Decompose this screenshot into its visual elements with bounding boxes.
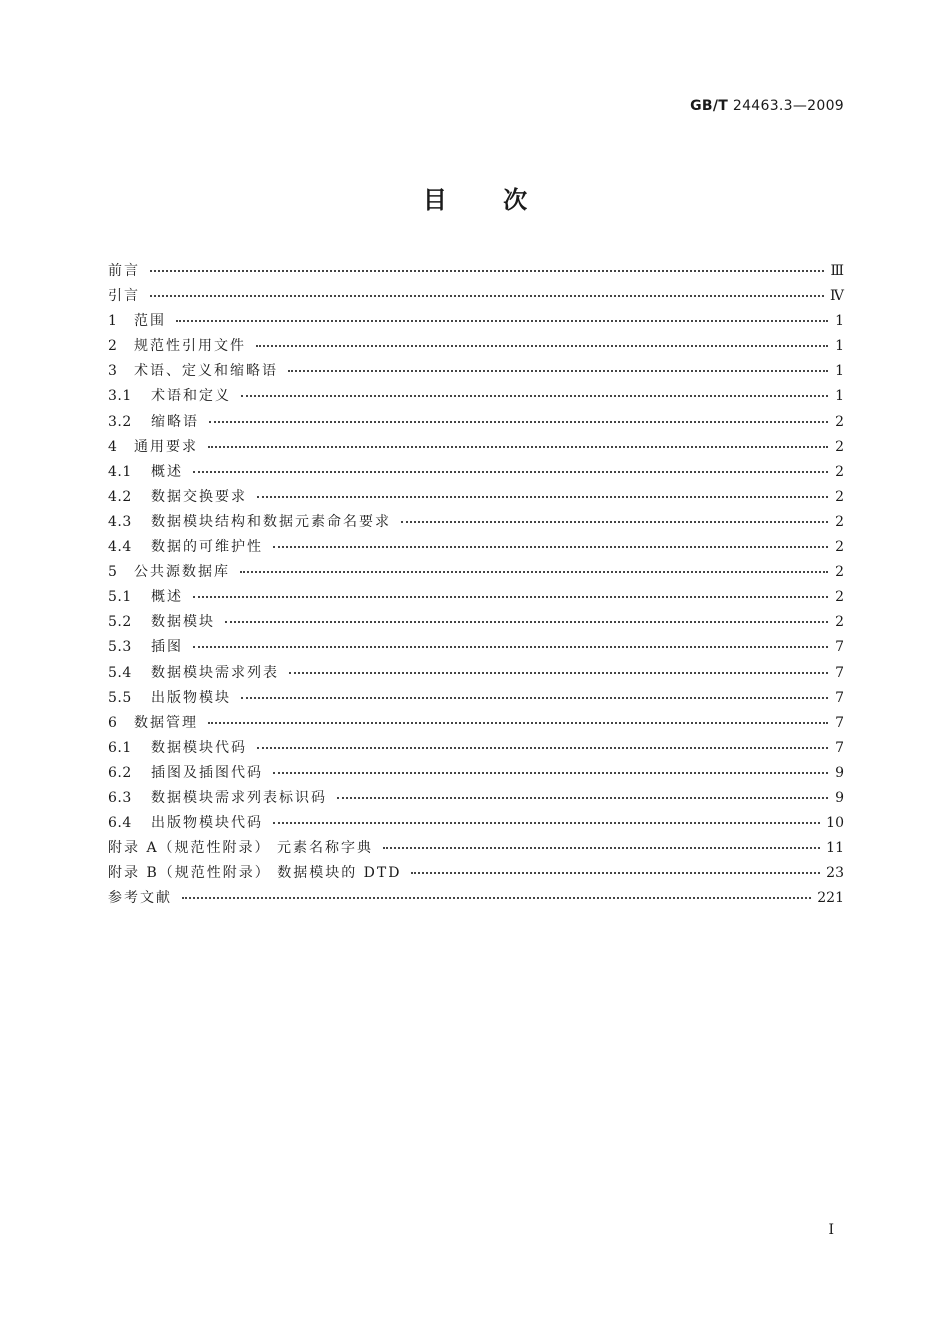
toc-entry-number: 3 [108, 363, 118, 380]
toc-dot-leader [209, 407, 828, 423]
toc-entry-label: 数据管理 [134, 714, 198, 731]
toc-entry-page: 7 [835, 714, 844, 731]
toc-entry-label: 范围 [134, 313, 166, 330]
toc-dot-leader [193, 632, 828, 648]
toc-dot-leader [150, 281, 824, 297]
toc-entry-number: 4.4 [108, 539, 132, 556]
toc-entry-page: 23 [826, 865, 844, 882]
toc-dot-leader [208, 432, 828, 448]
standard-number [690, 98, 844, 114]
toc-dot-leader [273, 758, 828, 774]
toc-entry-page: 7 [835, 689, 844, 706]
toc-entry-label: 数据模块 [151, 614, 215, 631]
toc-entry-label: 通用要求 [134, 438, 198, 455]
toc-entry-label: 数据模块代码 [151, 739, 247, 756]
toc-entry-page: 1 [835, 313, 844, 330]
toc-entry-label: 公共源数据库 [134, 564, 230, 581]
toc-entry-label: 插图 [151, 639, 183, 656]
toc-entry-number: 5.4 [108, 664, 132, 681]
toc-entry-number: 4.3 [108, 513, 132, 530]
toc-dot-leader [288, 356, 828, 372]
toc-entry-number: 5 [108, 564, 118, 581]
toc-entry-page: 2 [835, 413, 844, 430]
toc-entry-page: 1 [835, 338, 844, 355]
toc-entry-label: 术语和定义 [151, 388, 231, 405]
toc-entry-label: 数据模块需求列表标识码 [151, 789, 327, 806]
standard-code: GB/T [690, 98, 729, 114]
toc-entry-number: 4.1 [108, 463, 132, 480]
toc-dot-leader [289, 658, 828, 674]
toc-dot-leader [150, 256, 824, 272]
toc-entry-page: 1 [835, 388, 844, 405]
toc-dot-leader [401, 507, 828, 523]
toc-entry[interactable] [108, 886, 844, 911]
toc-entry-label: 数据的可维护性 [151, 539, 263, 556]
toc-entry-page: 2 [835, 438, 844, 455]
page-title: 目 次 [422, 186, 528, 214]
toc-entry-number: 6 [108, 714, 118, 731]
toc-entry-number: 1 [108, 313, 118, 330]
toc-entry-label: 出版物模块代码 [151, 815, 263, 832]
toc-dot-leader [273, 532, 828, 548]
toc-dot-leader [176, 306, 828, 322]
toc-dot-leader [240, 557, 828, 573]
toc-entry-label: 概述 [151, 589, 183, 606]
toc-entry-page: 2 [835, 463, 844, 480]
toc-entry-page: 7 [835, 739, 844, 756]
toc-dot-leader [241, 381, 828, 397]
toc-entry-number: 6.2 [108, 764, 132, 781]
toc-entry-page: 1 [835, 363, 844, 380]
toc-entry-label: 规范性引用文件 [134, 338, 246, 355]
toc-entry-number: 4.2 [108, 488, 132, 505]
toc-entry-number: 2 [108, 338, 118, 355]
toc-dot-leader [225, 607, 828, 623]
toc-entry-label: 出版物模块 [151, 689, 231, 706]
toc-entry-page: Ⅳ [830, 288, 844, 305]
toc-entry-page: 7 [835, 664, 844, 681]
toc-entry-page: 9 [835, 764, 844, 781]
toc-entry-number: 6.4 [108, 815, 132, 832]
toc-entry-page: 2 [835, 488, 844, 505]
toc-entry-number: 5.3 [108, 639, 132, 656]
toc-entry-label: 引言 [108, 288, 140, 305]
toc-entry-label: 缩略语 [151, 413, 199, 430]
toc-dot-leader [241, 683, 828, 699]
toc-entry-page: 11 [826, 840, 844, 857]
toc-dot-leader [208, 708, 828, 724]
toc-entry-number: 3.1 [108, 388, 132, 405]
toc-entry-page: Ⅲ [830, 263, 844, 279]
toc-entry-page: 2 [835, 589, 844, 606]
toc-entry-label: 术语、定义和缩略语 [134, 363, 278, 380]
toc-entry-label: 数据模块结构和数据元素命名要求 [151, 513, 391, 530]
toc-entry-label: 参考文献 [108, 890, 172, 907]
toc-entry-page: 2 [835, 564, 844, 581]
toc-entry-label: 数据交换要求 [151, 488, 247, 505]
toc-entry-page: 9 [835, 789, 844, 806]
toc-entry-label: 插图及插图代码 [151, 764, 263, 781]
page-number: I [828, 1222, 834, 1238]
toc-dot-leader [337, 783, 828, 799]
toc-entry-label: 附录 B（规范性附录） 数据模块的 DTD [108, 865, 402, 882]
toc-entry-label: 概述 [151, 463, 183, 480]
toc-entry-label: 附录 A（规范性附录） 元素名称字典 [108, 840, 374, 857]
toc-entry-label: 前言 [108, 263, 140, 279]
toc-dot-leader [193, 457, 828, 473]
standard-number-value: 24463.3—2009 [732, 98, 844, 114]
toc-entry-number: 5.2 [108, 614, 132, 631]
toc-entry-page: 2 [835, 614, 844, 631]
toc-dot-leader [273, 808, 820, 824]
toc-entry-page: 2 [835, 513, 844, 530]
toc-dot-leader [257, 482, 828, 498]
toc-entry-number: 5.5 [108, 689, 132, 706]
toc-entry-number: 6.3 [108, 789, 132, 806]
toc-entry-number: 3.2 [108, 413, 132, 430]
toc-entry-page: 10 [826, 815, 844, 832]
toc-entry-page: 2 [835, 539, 844, 556]
toc-entry-number: 5.1 [108, 589, 132, 606]
toc-entry-page: 221 [817, 890, 844, 907]
toc-dot-leader [257, 733, 828, 749]
table-of-contents [108, 259, 844, 911]
toc-dot-leader [193, 582, 828, 598]
toc-entry-number: 4 [108, 438, 118, 455]
toc-entry-label: 数据模块需求列表 [151, 664, 279, 681]
toc-dot-leader [256, 331, 828, 347]
toc-entry-number: 6.1 [108, 739, 132, 756]
toc-entry-page: 7 [835, 639, 844, 656]
toc-dot-leader [383, 833, 820, 849]
toc-dot-leader [411, 858, 820, 874]
toc-dot-leader [182, 883, 811, 899]
